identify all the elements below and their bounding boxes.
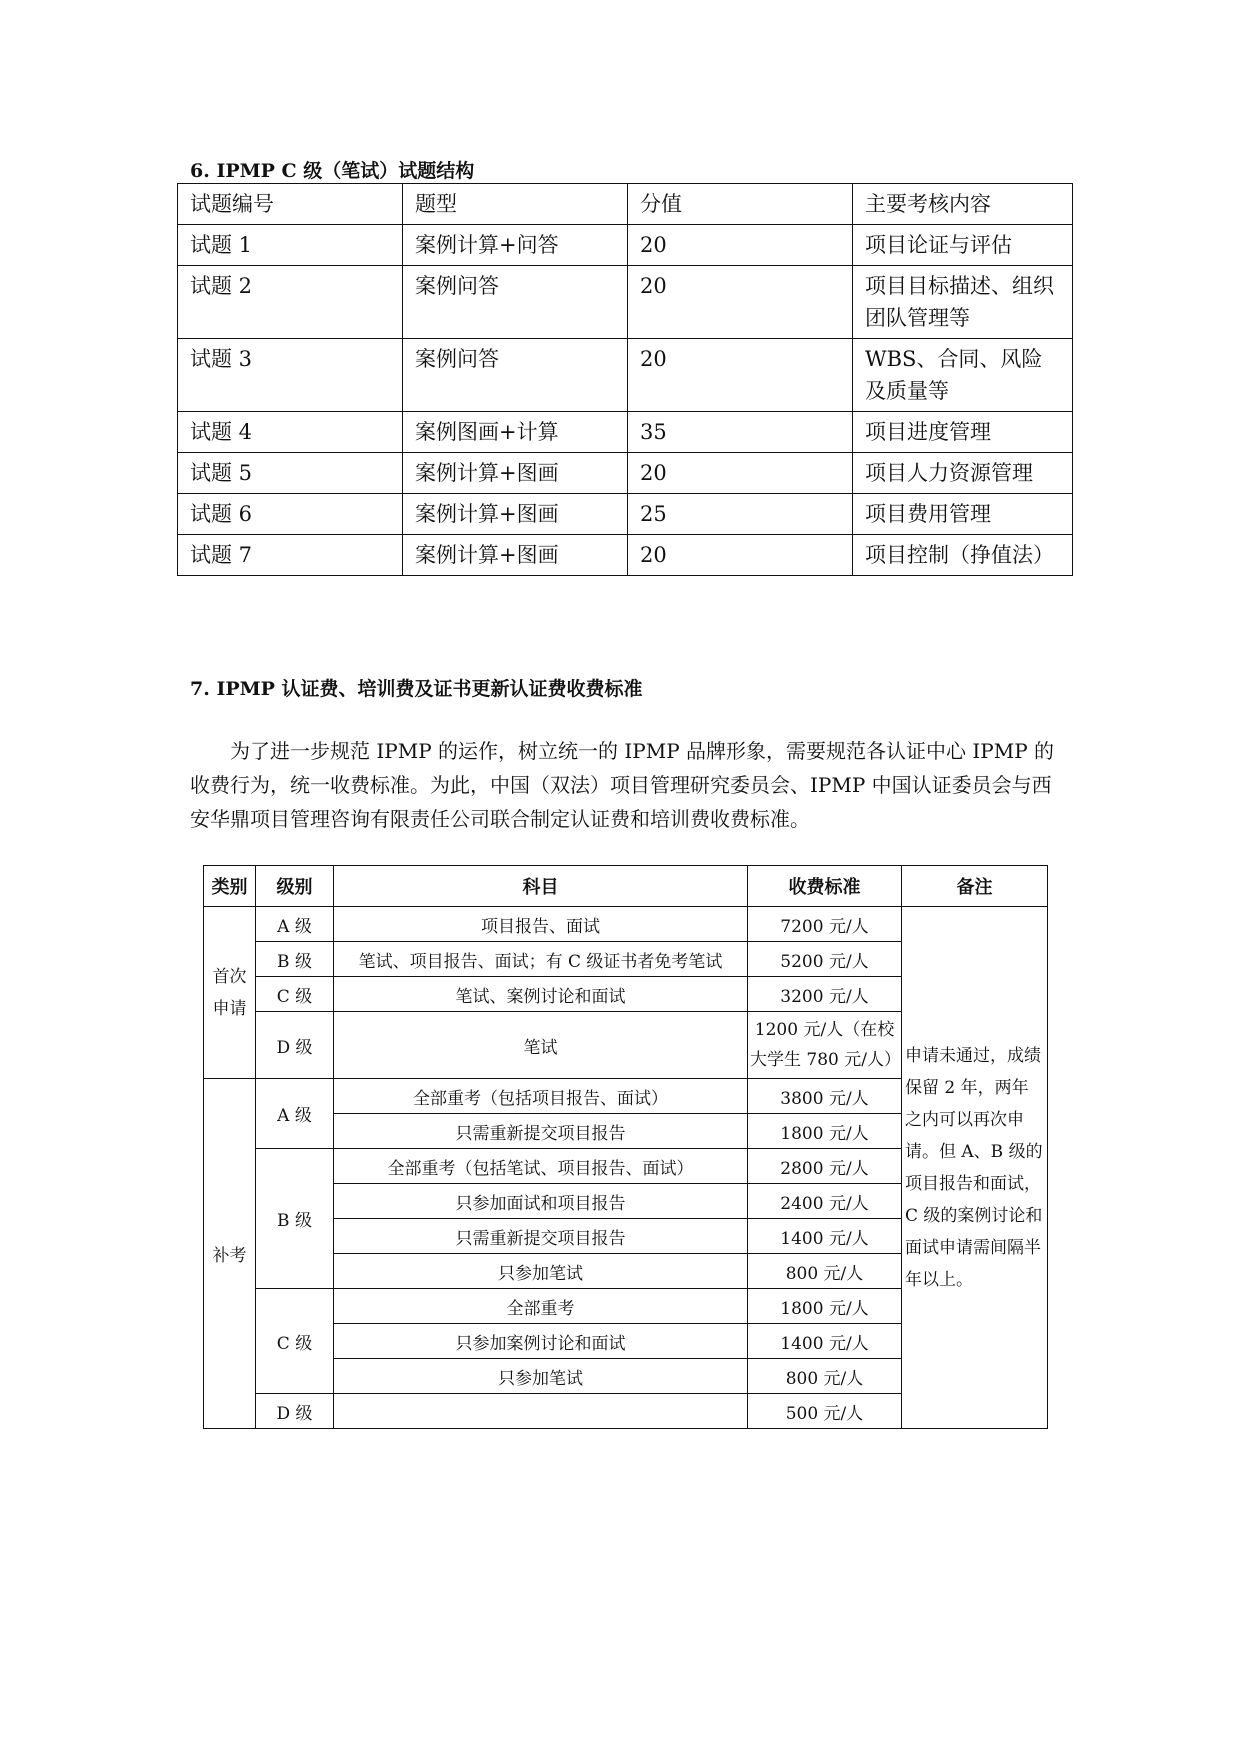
question-type: 案例计算+图画 (403, 494, 628, 535)
level-cell: D 级 (256, 1394, 334, 1429)
header-cell: 收费标准 (748, 866, 902, 907)
table-row (178, 339, 1073, 412)
subject-cell (334, 1394, 748, 1429)
question-score: 20 (628, 535, 853, 576)
table-row (204, 907, 1048, 942)
table-header-row (204, 866, 1048, 907)
level-cell: C 级 (256, 977, 334, 1012)
question-score: 20 (628, 339, 853, 412)
intro-paragraph (190, 734, 1060, 836)
subject-cell: 只参加笔试 (334, 1359, 748, 1394)
table-header-row (178, 184, 1073, 225)
subject-cell: 全部重考 (334, 1289, 748, 1324)
subject-cell: 只参加笔试 (334, 1254, 748, 1289)
level-cell: B 级 (256, 1149, 334, 1289)
question-content: 项目目标描述、组织团队管理等 (853, 266, 1073, 339)
question-id: 试题 6 (178, 494, 403, 535)
question-type: 案例计算+图画 (403, 535, 628, 576)
subject-cell: 只参加面试和项目报告 (334, 1184, 748, 1219)
table-row (178, 412, 1073, 453)
question-type: 案例计算+问答 (403, 225, 628, 266)
fee-cell: 3800 元/人 (748, 1079, 902, 1114)
fee-cell: 2800 元/人 (748, 1149, 902, 1184)
question-id: 试题 1 (178, 225, 403, 266)
exam-structure-table (177, 183, 1073, 576)
question-id: 试题 4 (178, 412, 403, 453)
question-type: 案例问答 (403, 266, 628, 339)
fee-cell: 1400 元/人 (748, 1219, 902, 1254)
category-first: 首次申请 (204, 907, 256, 1079)
question-id: 试题 7 (178, 535, 403, 576)
question-score: 35 (628, 412, 853, 453)
fee-cell: 2400 元/人 (748, 1184, 902, 1219)
header-cell: 级别 (256, 866, 334, 907)
question-id: 试题 3 (178, 339, 403, 412)
subject-cell: 只需重新提交项目报告 (334, 1219, 748, 1254)
fee-cell: 500 元/人 (748, 1394, 902, 1429)
question-content: 项目人力资源管理 (853, 453, 1073, 494)
question-id: 试题 5 (178, 453, 403, 494)
level-cell: B 级 (256, 942, 334, 977)
fee-table (203, 865, 1048, 1429)
question-content: 项目进度管理 (853, 412, 1073, 453)
fee-cell: 1800 元/人 (748, 1114, 902, 1149)
question-content: 项目控制（挣值法） (853, 535, 1073, 576)
level-cell: A 级 (256, 907, 334, 942)
header-cell: 科目 (334, 866, 748, 907)
section-7-title: 7. IPMP 认证费、培训费及证书更新认证费收费标准 (190, 678, 643, 700)
question-score: 20 (628, 266, 853, 339)
fee-cell: 800 元/人 (748, 1254, 902, 1289)
subject-cell: 只参加案例讨论和面试 (334, 1324, 748, 1359)
subject-cell: 笔试、案例讨论和面试 (334, 977, 748, 1012)
question-content: 项目论证与评估 (853, 225, 1073, 266)
question-score: 20 (628, 225, 853, 266)
header-cell: 试题编号 (178, 184, 403, 225)
table-row (178, 535, 1073, 576)
question-type: 案例图画+计算 (403, 412, 628, 453)
subject-cell: 全部重考（包括笔试、项目报告、面试） (334, 1149, 748, 1184)
question-type: 案例问答 (403, 339, 628, 412)
table-row (178, 494, 1073, 535)
subject-cell: 全部重考（包括项目报告、面试） (334, 1079, 748, 1114)
fee-cell: 1400 元/人 (748, 1324, 902, 1359)
question-content: 项目费用管理 (853, 494, 1073, 535)
header-cell: 类别 (204, 866, 256, 907)
category-retake: 补考 (204, 1079, 256, 1429)
question-id: 试题 2 (178, 266, 403, 339)
table-row (178, 225, 1073, 266)
fee-cell: 7200 元/人 (748, 907, 902, 942)
header-cell: 题型 (403, 184, 628, 225)
subject-cell: 只需重新提交项目报告 (334, 1114, 748, 1149)
subject-cell: 项目报告、面试 (334, 907, 748, 942)
level-cell: A 级 (256, 1079, 334, 1149)
question-score: 20 (628, 453, 853, 494)
header-cell: 备注 (902, 866, 1048, 907)
fee-cell: 1200 元/人（在校大学生 780 元/人） (748, 1012, 902, 1079)
remarks-cell: 申请未通过，成绩保留 2 年，两年之内可以再次申请。但 A、B 级的项目报告和面试，C 级的案例讨论和面试申请需间隔半年以上。 (902, 907, 1048, 1429)
question-score: 25 (628, 494, 853, 535)
subject-cell: 笔试、项目报告、面试；有 C 级证书者免考笔试 (334, 942, 748, 977)
section-6-title: 6. IPMP C 级（笔试）试题结构 (190, 160, 475, 182)
level-cell: D 级 (256, 1012, 334, 1079)
fee-cell: 1800 元/人 (748, 1289, 902, 1324)
question-content: WBS、合同、风险及质量等 (853, 339, 1073, 412)
fee-cell: 3200 元/人 (748, 977, 902, 1012)
level-cell: C 级 (256, 1289, 334, 1394)
fee-cell: 5200 元/人 (748, 942, 902, 977)
table-row (178, 453, 1073, 494)
question-type: 案例计算+图画 (403, 453, 628, 494)
table-row (178, 266, 1073, 339)
subject-cell: 笔试 (334, 1012, 748, 1079)
header-cell: 主要考核内容 (853, 184, 1073, 225)
intro-paragraph-text: 为了进一步规范 IPMP 的运作，树立统一的 IPMP 品牌形象，需要规范各认证中心 IPMP 的收费行为，统一收费标准。为此，中国（双法）项目管理研究委员会、IPMP 中国认证委员会与西安华鼎项目管理咨询有限责任公司联合制定认证费和培训费收费标准。 (190, 739, 1055, 831)
fee-cell: 800 元/人 (748, 1359, 902, 1394)
header-cell: 分值 (628, 184, 853, 225)
